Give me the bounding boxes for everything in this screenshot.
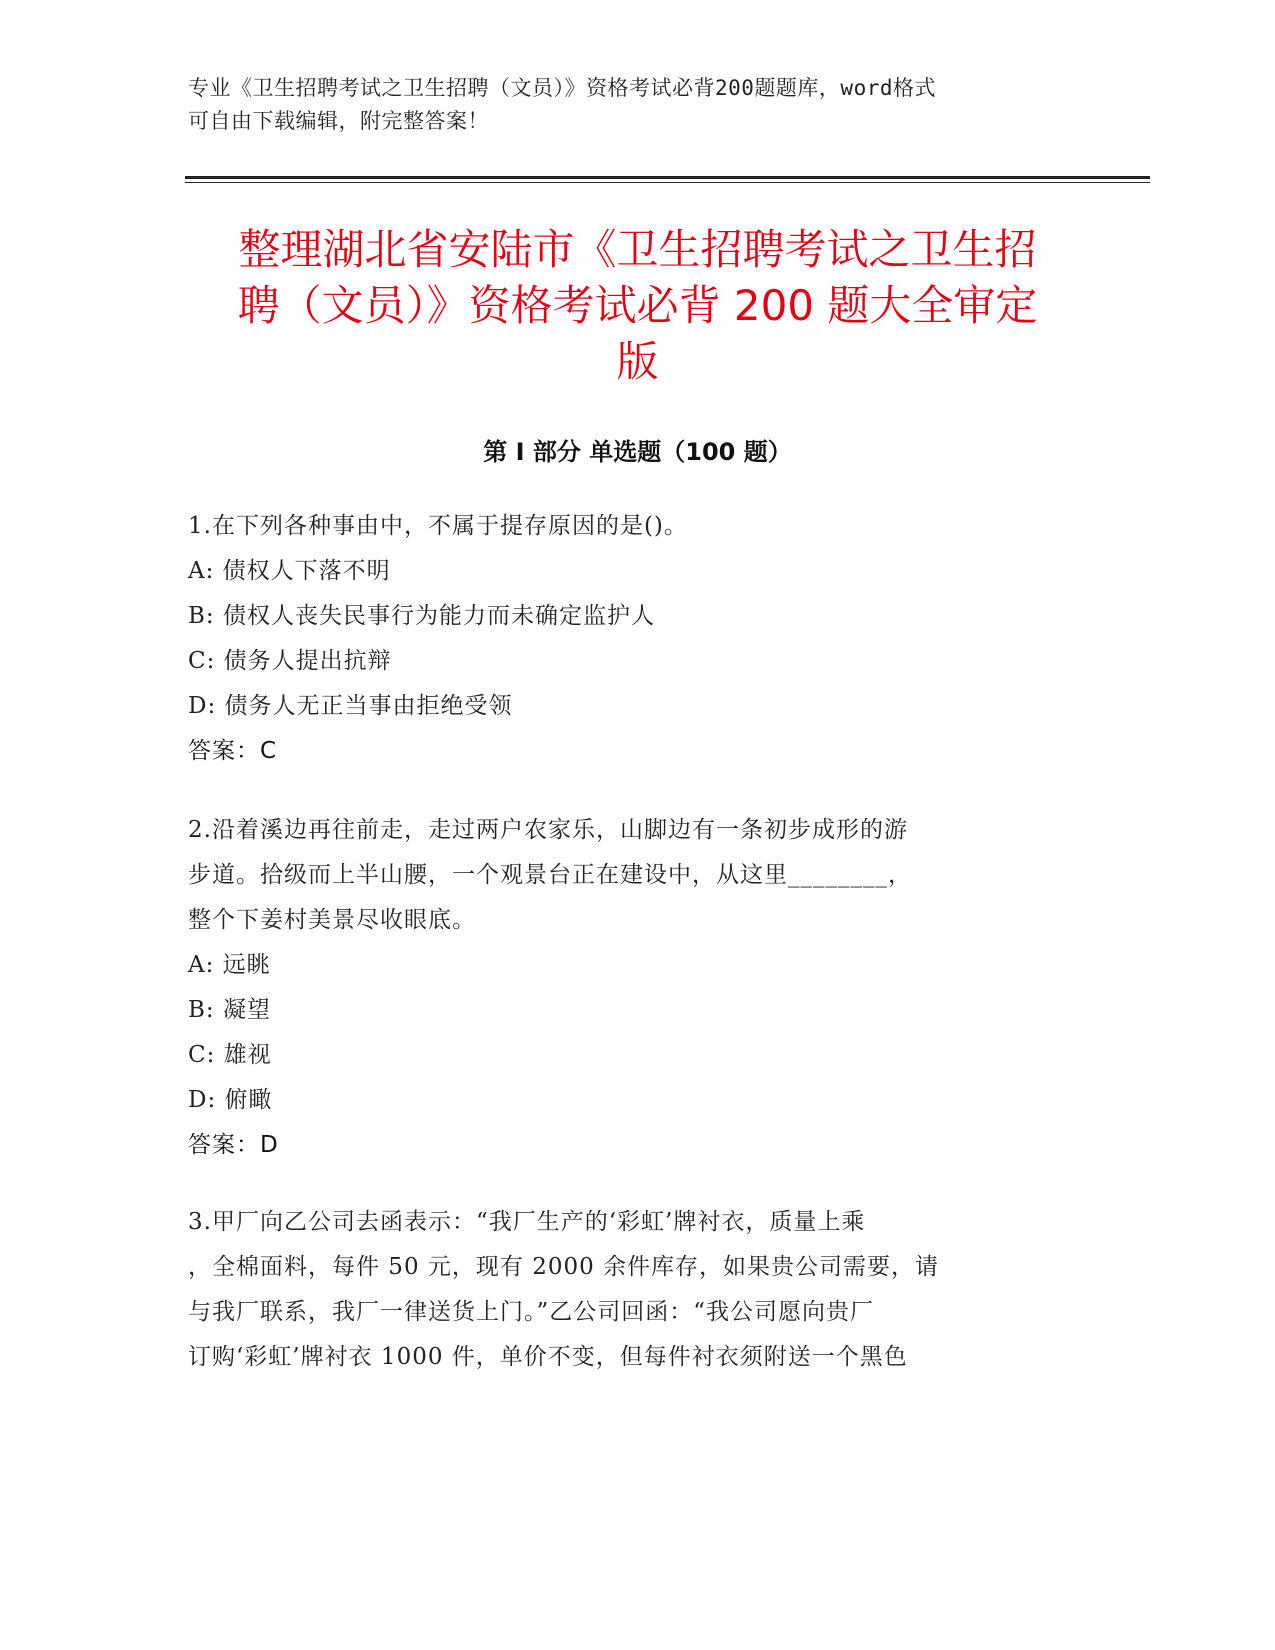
option-a: A: 远眺 xyxy=(188,952,271,978)
question-stem-line-4: 订购‘彩虹’牌衬衣 1000 件，单价不变，但每件衬衣须附送一个黑色 xyxy=(188,1344,908,1370)
question-stem-line-1: 2.沿着溪边再往前走，走过两户农家乐，山脚边有一条初步成形的游 xyxy=(188,817,908,843)
option-b: B: 债权人丧失民事行为能力而未确定监护人 xyxy=(188,603,655,629)
question-3 xyxy=(188,1200,1088,1380)
document-title xyxy=(180,222,1095,390)
question-stem-line-3: 整个下姜村美景尽收眼底。 xyxy=(188,907,476,933)
option-b: B: 凝望 xyxy=(188,997,271,1023)
question-1 xyxy=(188,504,1088,774)
question-stem: 1.在下列各种事由中，不属于提存原因的是()。 xyxy=(188,513,688,539)
answer: 答案：D xyxy=(188,1132,279,1158)
header-note xyxy=(188,72,1088,138)
section-title: 第 I 部分 单选题（100 题） xyxy=(483,438,792,466)
question-stem-line-2: 步道。拾级而上半山腰，一个观景台正在建设中，从这里________， xyxy=(188,862,912,888)
option-d: D: 债务人无正当事由拒绝受领 xyxy=(188,693,513,719)
question-2 xyxy=(188,808,1088,1168)
question-stem-line-1: 3.甲厂向乙公司去函表示：“我厂生产的‘彩虹’牌衬衣，质量上乘 xyxy=(188,1209,866,1235)
option-c: C: 雄视 xyxy=(188,1042,272,1068)
option-d: D: 俯瞰 xyxy=(188,1087,273,1113)
document-title-line-3: 版 xyxy=(616,337,659,386)
header-note-line-2: 可自由下载编辑，附完整答案！ xyxy=(188,109,489,133)
document-title-line-2: 聘（文员）》资格考试必背 200 题大全审定 xyxy=(237,281,1038,330)
option-c: C: 债务人提出抗辩 xyxy=(188,648,392,674)
question-stem-line-3: 与我厂联系，我厂一律送货上门。”乙公司回函：“我公司愿向贵厂 xyxy=(188,1299,875,1325)
document-title-line-1: 整理湖北省安陆市《卫生招聘考试之卫生招 xyxy=(238,225,1037,274)
header-note-line-1: 专业《卫生招聘考试之卫生招聘（文员）》资格考试必背200题题库，word格式 xyxy=(188,76,936,100)
header-divider-thin xyxy=(185,182,1150,183)
option-a: A: 债权人下落不明 xyxy=(188,558,391,584)
answer: 答案：C xyxy=(188,738,278,764)
header-divider-thick xyxy=(185,176,1150,179)
question-stem-line-2: ，全棉面料，每件 50 元，现有 2000 余件库存，如果贵公司需要，请 xyxy=(188,1254,940,1280)
